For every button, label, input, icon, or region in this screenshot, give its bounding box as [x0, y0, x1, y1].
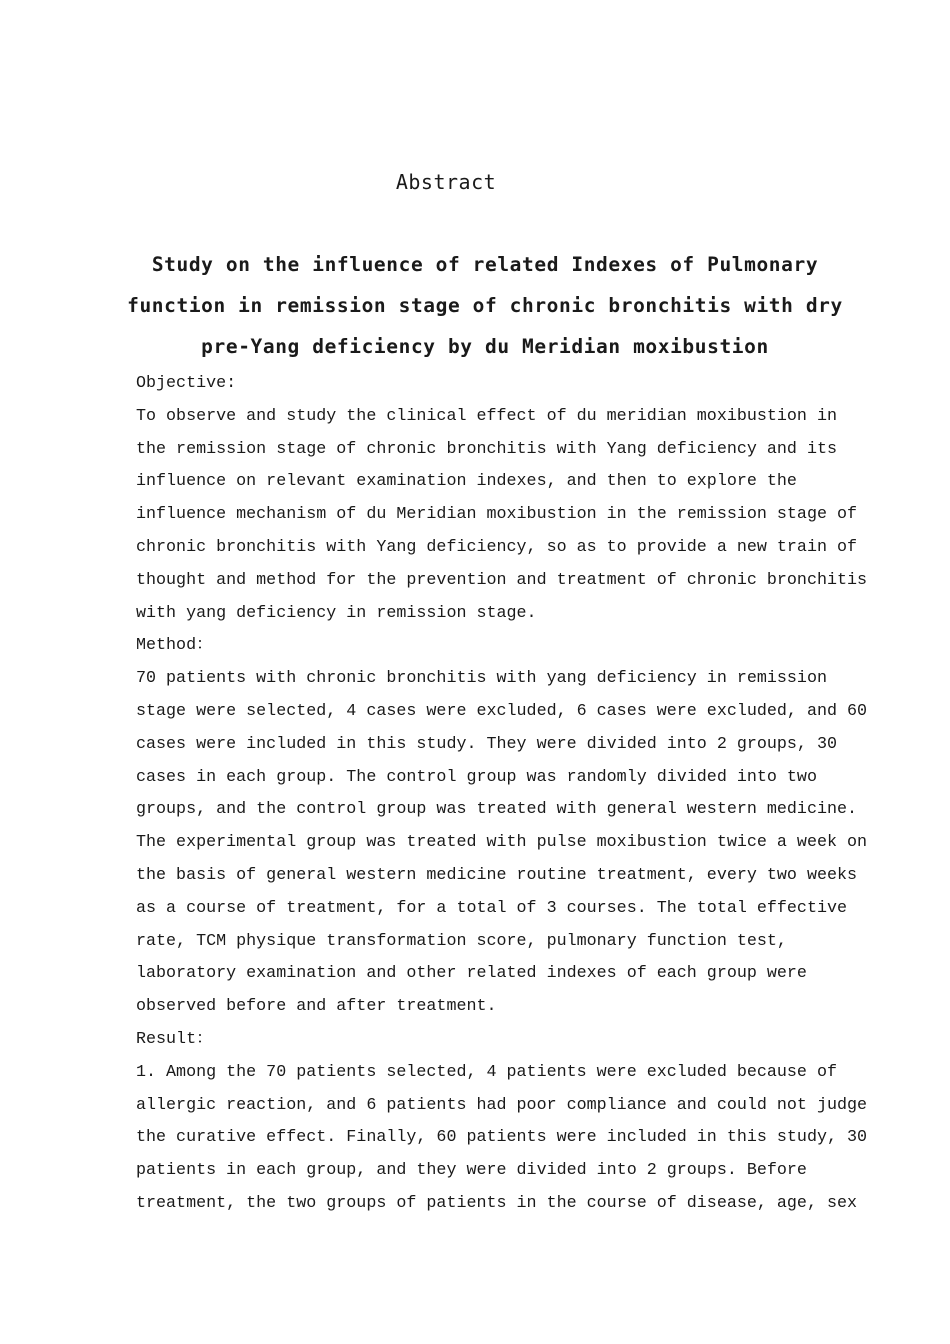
objective-line: influence on relevant examination indexes, and then to explore the	[136, 472, 797, 492]
method-line: The experimental group was treated with pulse moxibustion twice a week on	[136, 833, 868, 853]
paper-title-line: function in remission stage of chronic bronchitis with dry	[127, 294, 843, 317]
objective-line: influence mechanism of du Meridian moxibustion in the remission stage of	[136, 505, 858, 525]
objective-line: with yang deficiency in remission stage.	[136, 603, 537, 623]
method-line: observed before and after treatment.	[136, 997, 497, 1017]
result-line: patients in each group, and they were divided into 2 groups. Before	[136, 1161, 807, 1181]
abstract-heading: Abstract	[395, 170, 497, 194]
method-line: 70 patients with chronic bronchitis with yang deficiency in remission	[136, 669, 827, 689]
method-line: rate, TCM physique transformation score, pulmonary function test,	[136, 931, 787, 951]
paper-title-line: Study on the influence of related Indexes of Pulmonary	[151, 253, 819, 276]
objective-line: the remission stage of chronic bronchitis with Yang deficiency and its	[136, 439, 837, 459]
result-line: 1. Among the 70 patients selected, 4 patients were excluded because of	[136, 1062, 837, 1082]
paper-title-line: pre-Yang deficiency by du Meridian moxibustion	[201, 335, 769, 358]
method-line: the basis of general western medicine routine treatment, every two weeks	[136, 865, 858, 885]
method-line: cases were included in this study. They were divided into 2 groups, 30	[136, 734, 837, 754]
method-line: stage were selected, 4 cases were excluded, 6 cases were excluded, and 60	[136, 701, 868, 721]
method-label: Method：	[136, 636, 213, 656]
result-label: Result：	[136, 1029, 213, 1049]
method-line: laboratory examination and other related indexes of each group were	[136, 964, 807, 984]
method-line: groups, and the control group was treated with general western medicine.	[136, 800, 858, 820]
objective-line: chronic bronchitis with Yang deficiency, so as to provide a new train of	[136, 537, 858, 557]
method-line: cases in each group. The control group was randomly divided into two	[136, 767, 817, 787]
paper-title	[118, 244, 852, 367]
result-line: the curative effect. Finally, 60 patients were included in this study, 30	[136, 1128, 868, 1148]
method-line: as a course of treatment, for a total of 3 courses. The total effective	[136, 898, 848, 918]
objective-line: thought and method for the prevention and treatment of chronic bronchitis	[136, 570, 868, 590]
abstract-body	[136, 368, 868, 1221]
objective-label: Objective:	[136, 374, 237, 393]
objective-line: To observe and study the clinical effect of du meridian moxibustion in	[136, 406, 837, 426]
result-line: allergic reaction, and 6 patients had poor compliance and could not judge	[136, 1095, 868, 1115]
result-line: treatment, the two groups of patients in the course of disease, age, sex	[136, 1193, 858, 1213]
